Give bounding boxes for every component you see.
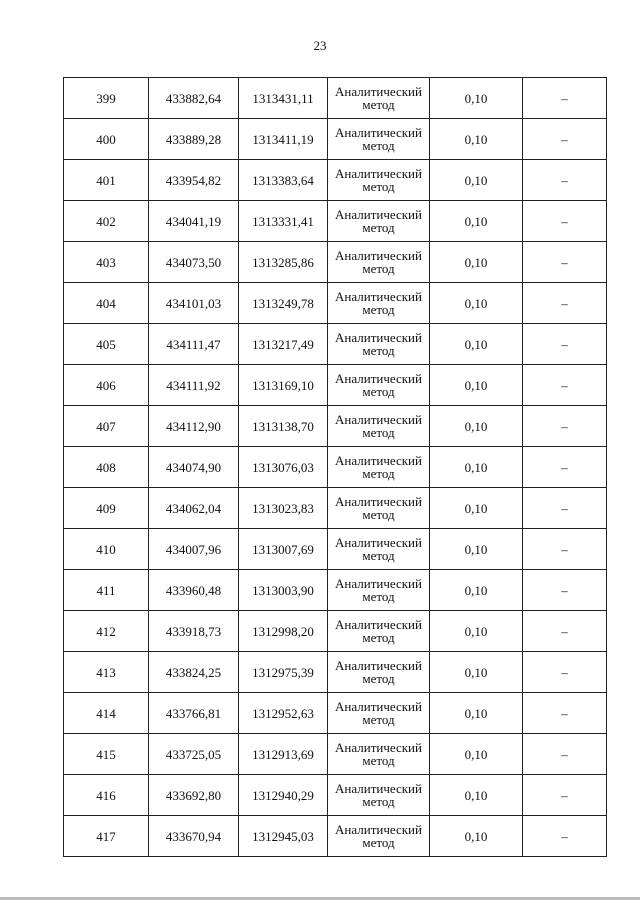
accuracy-cell: 0,10 bbox=[430, 570, 523, 611]
table-row bbox=[64, 119, 607, 160]
x-coordinate-cell: 433954,82 bbox=[149, 160, 239, 201]
method-cell bbox=[328, 119, 430, 160]
x-coordinate-cell: 433960,48 bbox=[149, 570, 239, 611]
note-cell: – bbox=[523, 693, 607, 734]
y-coordinate-cell: 1313007,69 bbox=[239, 529, 328, 570]
method-line: метод bbox=[362, 671, 395, 686]
table-row bbox=[64, 611, 607, 652]
x-coordinate-cell: 433692,80 bbox=[149, 775, 239, 816]
note-cell: – bbox=[523, 283, 607, 324]
x-coordinate-cell: 433670,94 bbox=[149, 816, 239, 857]
y-coordinate-cell: 1313023,83 bbox=[239, 488, 328, 529]
method-line: Аналитический bbox=[335, 576, 422, 591]
x-coordinate-cell: 433889,28 bbox=[149, 119, 239, 160]
method-line: метод bbox=[362, 220, 395, 235]
x-coordinate-cell: 433882,64 bbox=[149, 78, 239, 119]
x-coordinate-cell: 433918,73 bbox=[149, 611, 239, 652]
method-cell bbox=[328, 365, 430, 406]
note-cell: – bbox=[523, 242, 607, 283]
method-line: Аналитический bbox=[335, 412, 422, 427]
method-line: метод bbox=[362, 302, 395, 317]
method-line: метод bbox=[362, 548, 395, 563]
x-coordinate-cell: 434074,90 bbox=[149, 447, 239, 488]
accuracy-cell: 0,10 bbox=[430, 693, 523, 734]
method-line: Аналитический bbox=[335, 84, 422, 99]
y-coordinate-cell: 1312940,29 bbox=[239, 775, 328, 816]
point-number-cell: 412 bbox=[64, 611, 149, 652]
note-cell: – bbox=[523, 406, 607, 447]
point-number-cell: 414 bbox=[64, 693, 149, 734]
note-cell: – bbox=[523, 324, 607, 365]
method-cell bbox=[328, 816, 430, 857]
x-coordinate-cell: 434041,19 bbox=[149, 201, 239, 242]
note-cell: – bbox=[523, 119, 607, 160]
accuracy-cell: 0,10 bbox=[430, 201, 523, 242]
note-cell: – bbox=[523, 652, 607, 693]
point-number-cell: 400 bbox=[64, 119, 149, 160]
table-row bbox=[64, 406, 607, 447]
y-coordinate-cell: 1312945,03 bbox=[239, 816, 328, 857]
coordinates-table-body bbox=[64, 78, 607, 857]
point-number-cell: 407 bbox=[64, 406, 149, 447]
method-line: Аналитический bbox=[335, 781, 422, 796]
accuracy-cell: 0,10 bbox=[430, 734, 523, 775]
method-cell bbox=[328, 652, 430, 693]
accuracy-cell: 0,10 bbox=[430, 447, 523, 488]
y-coordinate-cell: 1312998,20 bbox=[239, 611, 328, 652]
method-line: Аналитический bbox=[335, 617, 422, 632]
point-number-cell: 408 bbox=[64, 447, 149, 488]
method-line: метод bbox=[362, 712, 395, 727]
method-cell bbox=[328, 283, 430, 324]
x-coordinate-cell: 433824,25 bbox=[149, 652, 239, 693]
table-row bbox=[64, 775, 607, 816]
accuracy-cell: 0,10 bbox=[430, 324, 523, 365]
note-cell: – bbox=[523, 488, 607, 529]
table-row bbox=[64, 78, 607, 119]
note-cell: – bbox=[523, 160, 607, 201]
table-row bbox=[64, 242, 607, 283]
accuracy-cell: 0,10 bbox=[430, 611, 523, 652]
y-coordinate-cell: 1312975,39 bbox=[239, 652, 328, 693]
y-coordinate-cell: 1313285,86 bbox=[239, 242, 328, 283]
point-number-cell: 416 bbox=[64, 775, 149, 816]
accuracy-cell: 0,10 bbox=[430, 160, 523, 201]
method-cell bbox=[328, 775, 430, 816]
point-number-cell: 409 bbox=[64, 488, 149, 529]
method-cell bbox=[328, 201, 430, 242]
table-row bbox=[64, 160, 607, 201]
point-number-cell: 404 bbox=[64, 283, 149, 324]
method-line: метод bbox=[362, 589, 395, 604]
x-coordinate-cell: 433766,81 bbox=[149, 693, 239, 734]
method-cell bbox=[328, 529, 430, 570]
x-coordinate-cell: 434112,90 bbox=[149, 406, 239, 447]
note-cell: – bbox=[523, 529, 607, 570]
method-line: метод bbox=[362, 630, 395, 645]
x-coordinate-cell: 434111,47 bbox=[149, 324, 239, 365]
method-cell bbox=[328, 406, 430, 447]
method-line: Аналитический bbox=[335, 125, 422, 140]
x-coordinate-cell: 434073,50 bbox=[149, 242, 239, 283]
y-coordinate-cell: 1313383,64 bbox=[239, 160, 328, 201]
table-row bbox=[64, 734, 607, 775]
method-line: Аналитический bbox=[335, 248, 422, 263]
accuracy-cell: 0,10 bbox=[430, 529, 523, 570]
method-line: метод bbox=[362, 753, 395, 768]
method-line: Аналитический bbox=[335, 699, 422, 714]
note-cell: – bbox=[523, 78, 607, 119]
note-cell: – bbox=[523, 734, 607, 775]
x-coordinate-cell: 434101,03 bbox=[149, 283, 239, 324]
table-row bbox=[64, 570, 607, 611]
coordinates-table bbox=[63, 77, 607, 857]
table-row bbox=[64, 652, 607, 693]
accuracy-cell: 0,10 bbox=[430, 78, 523, 119]
note-cell: – bbox=[523, 611, 607, 652]
accuracy-cell: 0,10 bbox=[430, 406, 523, 447]
x-coordinate-cell: 434007,96 bbox=[149, 529, 239, 570]
table-row bbox=[64, 529, 607, 570]
y-coordinate-cell: 1313003,90 bbox=[239, 570, 328, 611]
note-cell: – bbox=[523, 570, 607, 611]
method-line: метод bbox=[362, 425, 395, 440]
y-coordinate-cell: 1313217,49 bbox=[239, 324, 328, 365]
method-cell bbox=[328, 611, 430, 652]
table-row bbox=[64, 816, 607, 857]
method-line: метод bbox=[362, 794, 395, 809]
method-line: метод bbox=[362, 97, 395, 112]
table-row bbox=[64, 488, 607, 529]
accuracy-cell: 0,10 bbox=[430, 816, 523, 857]
method-cell bbox=[328, 160, 430, 201]
method-cell bbox=[328, 488, 430, 529]
point-number-cell: 403 bbox=[64, 242, 149, 283]
accuracy-cell: 0,10 bbox=[430, 488, 523, 529]
method-line: Аналитический bbox=[335, 740, 422, 755]
method-line: Аналитический bbox=[335, 494, 422, 509]
method-line: метод bbox=[362, 138, 395, 153]
method-cell bbox=[328, 734, 430, 775]
method-line: метод bbox=[362, 179, 395, 194]
point-number-cell: 401 bbox=[64, 160, 149, 201]
note-cell: – bbox=[523, 365, 607, 406]
method-cell bbox=[328, 324, 430, 365]
method-cell bbox=[328, 242, 430, 283]
y-coordinate-cell: 1313411,19 bbox=[239, 119, 328, 160]
method-line: метод bbox=[362, 343, 395, 358]
method-line: Аналитический bbox=[335, 166, 422, 181]
point-number-cell: 406 bbox=[64, 365, 149, 406]
method-cell bbox=[328, 447, 430, 488]
table-row bbox=[64, 324, 607, 365]
point-number-cell: 410 bbox=[64, 529, 149, 570]
method-cell bbox=[328, 693, 430, 734]
y-coordinate-cell: 1313331,41 bbox=[239, 201, 328, 242]
table-row bbox=[64, 693, 607, 734]
table-row bbox=[64, 201, 607, 242]
method-line: метод bbox=[362, 507, 395, 522]
point-number-cell: 402 bbox=[64, 201, 149, 242]
table-row bbox=[64, 447, 607, 488]
method-line: Аналитический bbox=[335, 658, 422, 673]
accuracy-cell: 0,10 bbox=[430, 283, 523, 324]
y-coordinate-cell: 1313138,70 bbox=[239, 406, 328, 447]
method-line: Аналитический bbox=[335, 207, 422, 222]
point-number-cell: 413 bbox=[64, 652, 149, 693]
method-line: Аналитический bbox=[335, 822, 422, 837]
accuracy-cell: 0,10 bbox=[430, 775, 523, 816]
method-line: метод bbox=[362, 384, 395, 399]
note-cell: – bbox=[523, 447, 607, 488]
note-cell: – bbox=[523, 816, 607, 857]
y-coordinate-cell: 1313431,11 bbox=[239, 78, 328, 119]
page-number: 23 bbox=[313, 38, 327, 53]
method-cell bbox=[328, 78, 430, 119]
method-line: метод bbox=[362, 835, 395, 850]
point-number-cell: 411 bbox=[64, 570, 149, 611]
table-row bbox=[64, 365, 607, 406]
method-line: Аналитический bbox=[335, 535, 422, 550]
point-number-cell: 399 bbox=[64, 78, 149, 119]
point-number-cell: 415 bbox=[64, 734, 149, 775]
method-cell bbox=[328, 570, 430, 611]
accuracy-cell: 0,10 bbox=[430, 365, 523, 406]
point-number-cell: 417 bbox=[64, 816, 149, 857]
method-line: метод bbox=[362, 466, 395, 481]
note-cell: – bbox=[523, 201, 607, 242]
accuracy-cell: 0,10 bbox=[430, 119, 523, 160]
method-line: метод bbox=[362, 261, 395, 276]
x-coordinate-cell: 434111,92 bbox=[149, 365, 239, 406]
y-coordinate-cell: 1312913,69 bbox=[239, 734, 328, 775]
y-coordinate-cell: 1313249,78 bbox=[239, 283, 328, 324]
x-coordinate-cell: 434062,04 bbox=[149, 488, 239, 529]
point-number-cell: 405 bbox=[64, 324, 149, 365]
method-line: Аналитический bbox=[335, 330, 422, 345]
y-coordinate-cell: 1312952,63 bbox=[239, 693, 328, 734]
x-coordinate-cell: 433725,05 bbox=[149, 734, 239, 775]
method-line: Аналитический bbox=[335, 371, 422, 386]
y-coordinate-cell: 1313169,10 bbox=[239, 365, 328, 406]
method-line: Аналитический bbox=[335, 289, 422, 304]
y-coordinate-cell: 1313076,03 bbox=[239, 447, 328, 488]
note-cell: – bbox=[523, 775, 607, 816]
accuracy-cell: 0,10 bbox=[430, 242, 523, 283]
accuracy-cell: 0,10 bbox=[430, 652, 523, 693]
table-row bbox=[64, 283, 607, 324]
method-line: Аналитический bbox=[335, 453, 422, 468]
